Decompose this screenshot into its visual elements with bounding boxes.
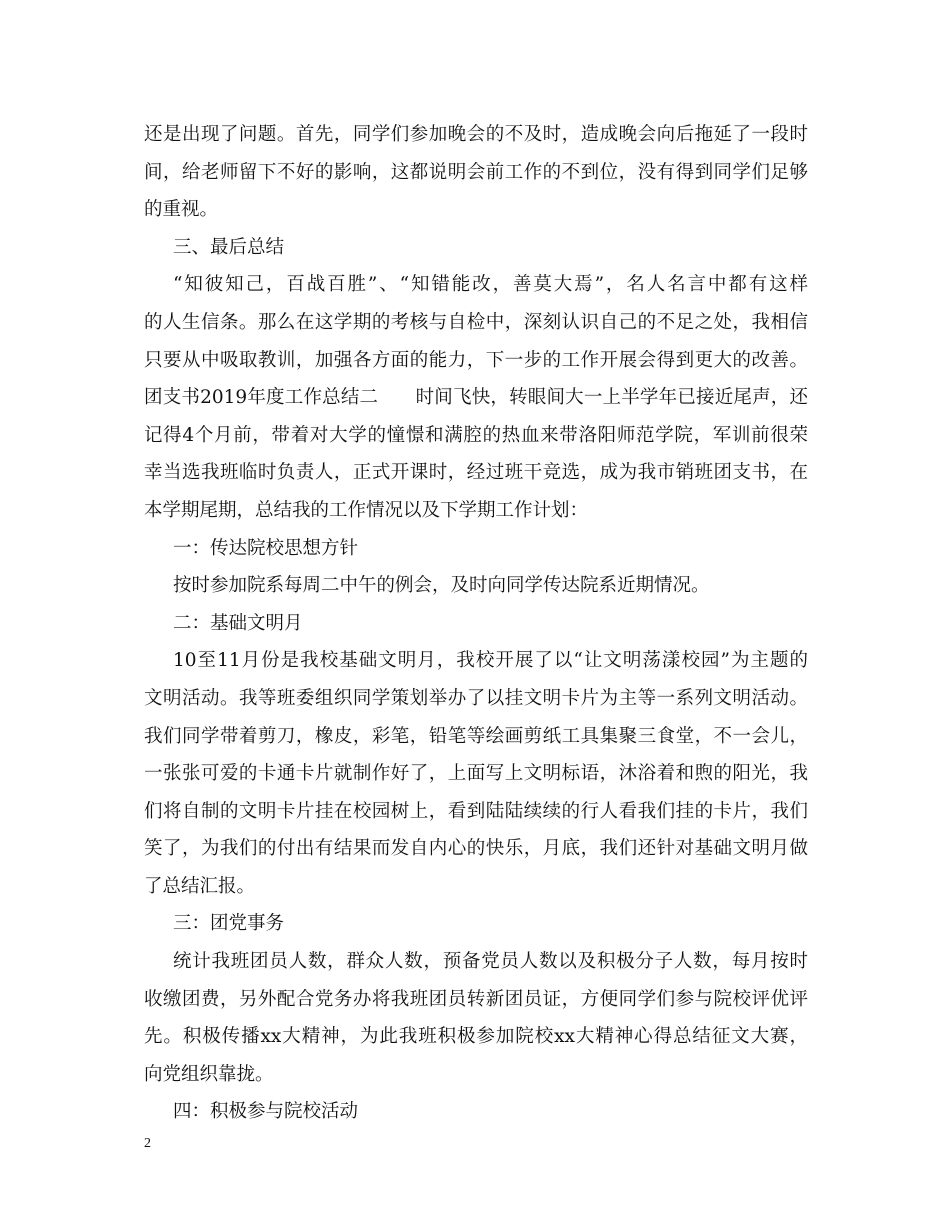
page-number: 2 [144,1136,151,1151]
paragraph-line: 本学期尾期，总结我的工作情况以及下学期工作计划： [144,499,589,521]
paragraph-line: 了总结汇报。 [144,875,256,897]
section-heading: 三：团党事务 [173,913,285,935]
paragraph-line: 10至11月份是我校基础文明月，我校开展了以“让文明荡漾校园”为主题的 [173,650,808,672]
paragraph-line: 文明活动。我等班委组织同学策划举办了以挂文明卡片为主等一系列文明活动。 [144,687,808,709]
paragraph-line: “知彼知己，百战百胜”、“知错能改，善莫大焉”，名人名言中都有这样 [173,274,808,296]
paragraph-line: 按时参加院系每周二中午的例会，及时向同学传达院系近期情况。 [173,575,710,597]
section-heading: 二：基础文明月 [173,612,303,634]
paragraph-line: 一张张可爱的卡通卡片就制作好了，上面写上文明标语，沐浴着和煦的阳光，我 [144,763,808,785]
paragraph-line: 只要从中吸取教训，加强各方面的能力，下一步的工作开展会得到更大的改善。 [144,349,808,371]
paragraph-line: 笑了，为我们的付出有结果而发自内心的快乐，月底，我们还针对基础文明月做 [144,838,808,860]
paragraph-line: 间，给老师留下不好的影响，这都说明会前工作的不到位，没有得到同学们足够 [144,161,808,183]
paragraph-line: 们将自制的文明卡片挂在校园树上，看到陆陆续续的行人看我们挂的卡片，我们 [144,800,808,822]
paragraph-line: 先。积极传播xx大精神，为此我班积极参加院校xx大精神心得总结征文大赛， [144,1026,808,1048]
paragraph-line: 向党组织靠拢。 [144,1063,274,1085]
paragraph-line: 的人生信条。那么在这学期的考核与自检中，深刻认识自己的不足之处，我相信 [144,311,808,333]
section-heading: 一：传达院校思想方针 [173,537,359,559]
paragraph-line: 我们同学带着剪刀，橡皮，彩笔，铅笔等绘画剪纸工具集聚三食堂，不一会儿， [144,725,808,747]
paragraph-line: 记得4个月前，带着对大学的憧憬和满腔的热血来带洛阳师范学院，军训前很荣 [144,424,808,446]
paragraph-line: 团支书2019年度工作总结二 时间飞快，转眼间大一上半学年已接近尾声，还 [144,387,808,409]
section-heading: 四：积极参与院校活动 [173,1101,359,1123]
paragraph-line: 幸当选我班临时负责人，正式开课时，经过班干竞选，成为我市销班团支书，在 [144,462,808,484]
paragraph-line: 收缴团费，另外配合党务办将我班团员转新团员证，方便同学们参与院校评优评 [144,988,808,1010]
paragraph-line: 统计我班团员人数，群众人数，预备党员人数以及积极分子人数，每月按时 [173,951,808,973]
paragraph-line: 的重视。 [144,199,219,221]
document-body [144,116,808,1131]
paragraph-line: 还是出现了问题。首先，同学们参加晚会的不及时，造成晚会向后拖延了一段时 [144,124,808,145]
section-heading: 三、最后总结 [173,236,285,258]
